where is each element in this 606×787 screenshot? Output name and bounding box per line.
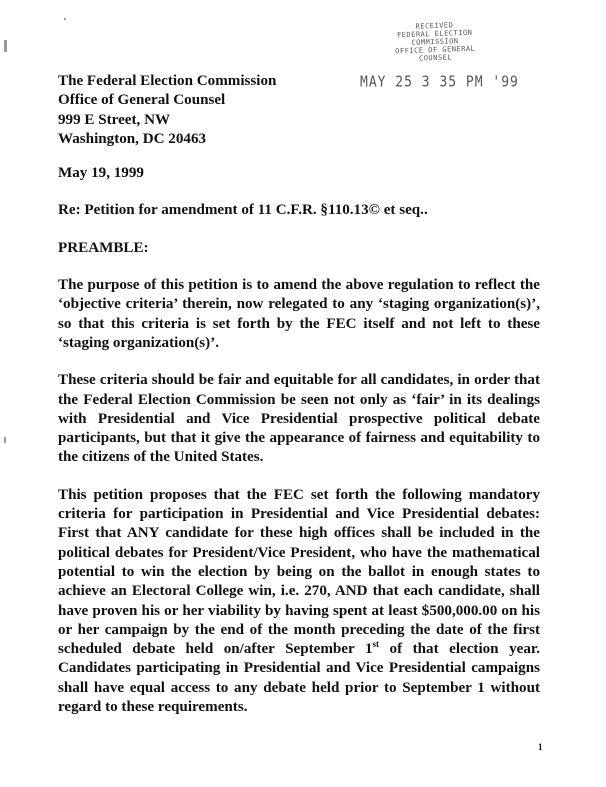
scan-speck [64, 18, 66, 20]
scan-speck [4, 437, 6, 443]
address-line: 999 E Street, NW [58, 111, 171, 128]
paragraph-purpose: The purpose of this petition is to amend the above regulation to reflect the ‘objective criteria’ therein, now relegated to any ‘staging organization(s)’, so that this criteria is set forth by the FEC itself and not left to these ‘staging organization(s)’. [58, 277, 540, 351]
preamble-heading: PREAMBLE: [58, 239, 149, 256]
paragraph-criteria: These criteria should be fair and equitable for all candidates, in order that the Federal Election Commission be seen not only as ‘fair’ in its dealings with Presidential and Vice Presidential prospective political debate participants, but that it give the appearance of fairness and equitability to the citizens of the United States. [58, 372, 540, 466]
page-number: 1 [538, 742, 543, 752]
received-stamp: RECEIVED FEDERAL ELECTION COMMISSION OFFICE OF GENERAL COUNSEL [395, 21, 476, 63]
letter-date: May 19, 1999 [58, 165, 144, 182]
address-line: Washington, DC 20463 [58, 130, 207, 147]
letter-body [58, 72, 540, 717]
subject-line: Re: Petition for amendment of 11 C.F.R. §110.13© et seq.. [58, 202, 428, 219]
scan-speck [4, 40, 7, 52]
address-line: The Federal Election Commission [58, 73, 277, 89]
recipient-address [58, 72, 540, 149]
stamp-date: MAY 25 3 35 PM '99 [360, 73, 519, 92]
address-line: Office of General Counsel [58, 92, 226, 109]
paragraph-proposal: This petition proposes that the FEC set forth the following mandatory criteria for participation in Presidential and Vice Presidential debates: First that ANY candidate for these high offices shall be included in the political debates for President/Vice President, who have the mathematical potential to win the election by being on the ballot in enough states to achieve an Electoral College win, i.e. 270, AND that each candidate, shall have proven his or her viability by having spent at least $500,000.00 on his or her campaign by the end of the month preceding the date of the first scheduled debate held on/after September 1st of that election year. Candidates participating in Presidential and Vice Presidential campaigns shall have equal access to any debate held prior to September 1 without regard to these requirements. [58, 486, 540, 716]
